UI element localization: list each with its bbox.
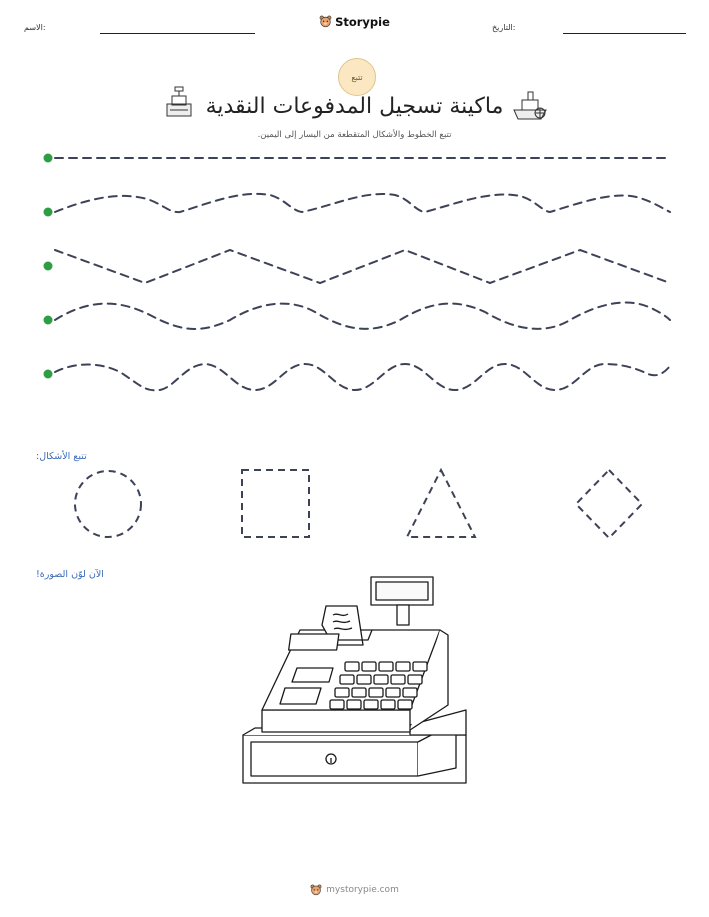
footer	[0, 881, 709, 900]
trace-badge-text: تتبع	[351, 72, 363, 82]
shapes-section-label: تتبع الأشكال:	[36, 451, 87, 462]
shape-diamond	[576, 470, 642, 538]
page-title: ماكينة تسجيل المدفوعات النقدية	[205, 94, 504, 119]
shape-triangle	[407, 470, 475, 537]
start-dot	[44, 370, 53, 379]
tracing-shapes	[75, 470, 642, 538]
tracing-line-zigzag	[55, 250, 670, 283]
start-dot	[44, 154, 53, 163]
bear-logo-icon	[310, 884, 322, 896]
shape-square	[242, 470, 309, 537]
start-dots	[44, 154, 53, 379]
tracing-lines	[55, 158, 670, 390]
start-dot	[44, 316, 53, 325]
tracing-line-deep-wave	[55, 303, 670, 329]
tracing-line-smooth-wave	[55, 194, 670, 212]
color-section-label: الآن لوّن الصورة!	[36, 569, 104, 580]
start-dot	[44, 208, 53, 217]
cash-register-icon	[167, 87, 191, 116]
page-subtitle: تتبع الخطوط والأشكال المتقطعة من اليسار إلى اليمين.	[257, 130, 452, 140]
cash-register-drawing	[243, 577, 466, 783]
name-label: الاسم:	[24, 23, 46, 32]
shape-circle	[75, 471, 141, 537]
date-label: التاريخ:	[492, 23, 516, 32]
tracing-line-loop-wave	[55, 364, 670, 390]
steamboat-icon	[514, 92, 546, 119]
brand-name: Storypie	[335, 14, 390, 29]
start-dot	[44, 262, 53, 271]
footer-url[interactable]: mystorypie.com	[326, 885, 399, 895]
